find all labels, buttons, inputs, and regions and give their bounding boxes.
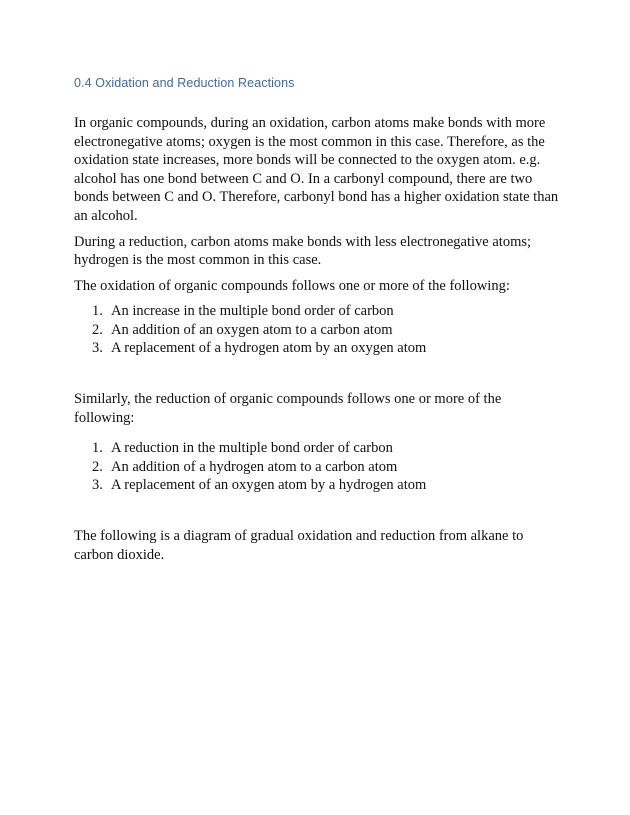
section-heading: 0.4 Oxidation and Reduction Reactions [74, 76, 295, 90]
list-item [92, 476, 564, 494]
list-number: 2. [92, 458, 103, 475]
list-text: A replacement of a hydrogen atom by an oxygen atom [111, 339, 427, 356]
list-number: 3. [92, 339, 103, 356]
list-text: An addition of an oxygen atom to a carbon atom [111, 321, 393, 338]
list-item [92, 339, 564, 357]
list-text: A replacement of an oxygen atom by a hydrogen atom [111, 477, 427, 494]
intro-paragraph: In organic compounds, during an oxidation, carbon atoms make bonds with more electronegative atoms; oxygen is the most common in this case. Therefore, as the oxidation state increases, more bonds will be connected to the oxygen atom. e.g. alcohol has one bond between C and O. In a carbonyl compound, there are two bonds between C and O. Therefore, carbonyl bond has a higher oxidation state than an alcohol. [74, 115, 559, 224]
list-number: 1. [92, 440, 103, 457]
oxidation-rules-list [74, 302, 564, 357]
list-text: A reduction in the multiple bond order of carbon [111, 440, 393, 457]
reduction-rules-list [74, 439, 564, 494]
document-page [74, 76, 564, 572]
list-number: 3. [92, 477, 103, 494]
list-number: 1. [92, 303, 103, 320]
diagram-intro-paragraph: The following is a diagram of gradual oxidation and reduction from alkane to carbon dioxide. [74, 528, 524, 563]
list-number: 2. [92, 321, 103, 338]
list-item [92, 321, 564, 339]
reduction-rules-intro: Similarly, the reduction of organic compounds follows one or more of the following: [74, 391, 502, 426]
oxidation-rules-intro: The oxidation of organic compounds follows one or more of the following: [74, 277, 510, 294]
list-item [92, 302, 564, 320]
list-text: An addition of a hydrogen atom to a carbon atom [111, 458, 398, 475]
list-item [92, 458, 564, 476]
list-text: An increase in the multiple bond order of carbon [111, 303, 394, 320]
list-item [92, 439, 564, 457]
reduction-paragraph: During a reduction, carbon atoms make bonds with less electronegative atoms; hydrogen is the most common in this case. [74, 233, 532, 269]
